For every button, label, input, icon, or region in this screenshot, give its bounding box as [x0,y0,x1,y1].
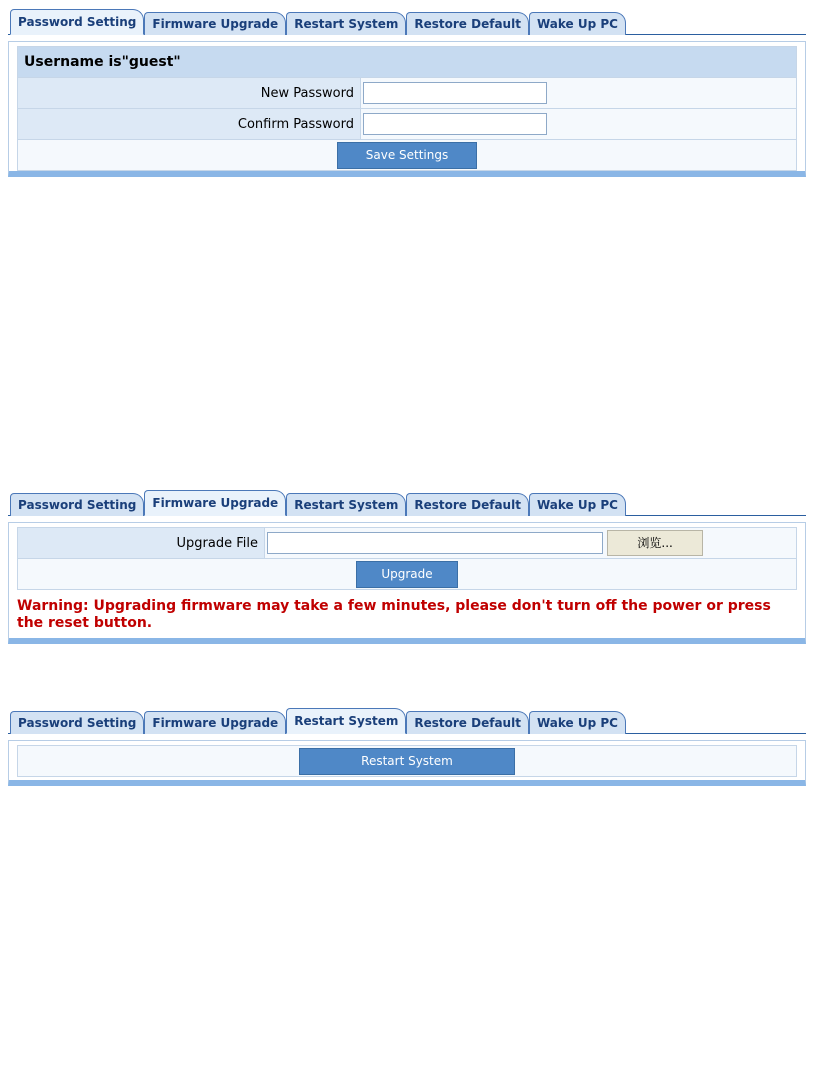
password-setting-section [8,6,806,177]
tab-password-setting[interactable]: Password Setting [10,493,144,516]
tab-bar [8,487,806,516]
restart-row [18,746,797,777]
tab-password-setting[interactable]: Password Setting [10,9,144,35]
password-form [17,46,797,171]
tab-restart-system[interactable]: Restart System [286,12,406,35]
tab-wake-up-pc[interactable]: Wake Up PC [529,711,626,734]
tab-firmware-upgrade[interactable]: Firmware Upgrade [144,12,286,35]
firmware-warning: Warning: Upgrading firmware may take a few minutes, please don't turn off the power or press the reset button. [17,598,771,631]
tab-restart-system[interactable]: Restart System [286,708,406,734]
upgrade-file-input[interactable] [267,532,603,554]
tab-restore-default[interactable]: Restore Default [406,12,529,35]
tab-password-setting[interactable]: Password Setting [10,711,144,734]
browse-button[interactable]: 浏览... [607,530,703,556]
tab-wake-up-pc[interactable]: Wake Up PC [529,493,626,516]
new-password-label: New Password [18,78,361,109]
upgrade-file-label: Upgrade File [18,528,265,559]
upgrade-file-cell [265,528,797,559]
upgrade-button[interactable]: Upgrade [356,561,458,588]
restart-system-button[interactable]: Restart System [299,748,515,775]
confirm-password-label: Confirm Password [18,109,361,140]
restart-form [17,745,797,777]
confirm-password-field[interactable] [363,113,547,135]
password-panel [8,41,806,177]
save-settings-button[interactable]: Save Settings [337,142,477,169]
confirm-password-cell [361,109,797,140]
firmware-form [17,527,797,590]
tab-firmware-upgrade[interactable]: Firmware Upgrade [144,490,286,516]
tab-bar [8,705,806,734]
username-header: Username is"guest" [18,47,797,78]
save-row [18,140,797,171]
firmware-upgrade-section [8,487,806,644]
tab-restore-default[interactable]: Restore Default [406,493,529,516]
upgrade-row [18,559,797,590]
new-password-cell [361,78,797,109]
new-password-field[interactable] [363,82,547,104]
firmware-panel [8,522,806,644]
restart-panel [8,740,806,786]
tab-restart-system[interactable]: Restart System [286,493,406,516]
tab-firmware-upgrade[interactable]: Firmware Upgrade [144,711,286,734]
tab-bar [8,6,806,35]
tab-wake-up-pc[interactable]: Wake Up PC [529,12,626,35]
tab-restore-default[interactable]: Restore Default [406,711,529,734]
restart-system-section [8,705,806,786]
